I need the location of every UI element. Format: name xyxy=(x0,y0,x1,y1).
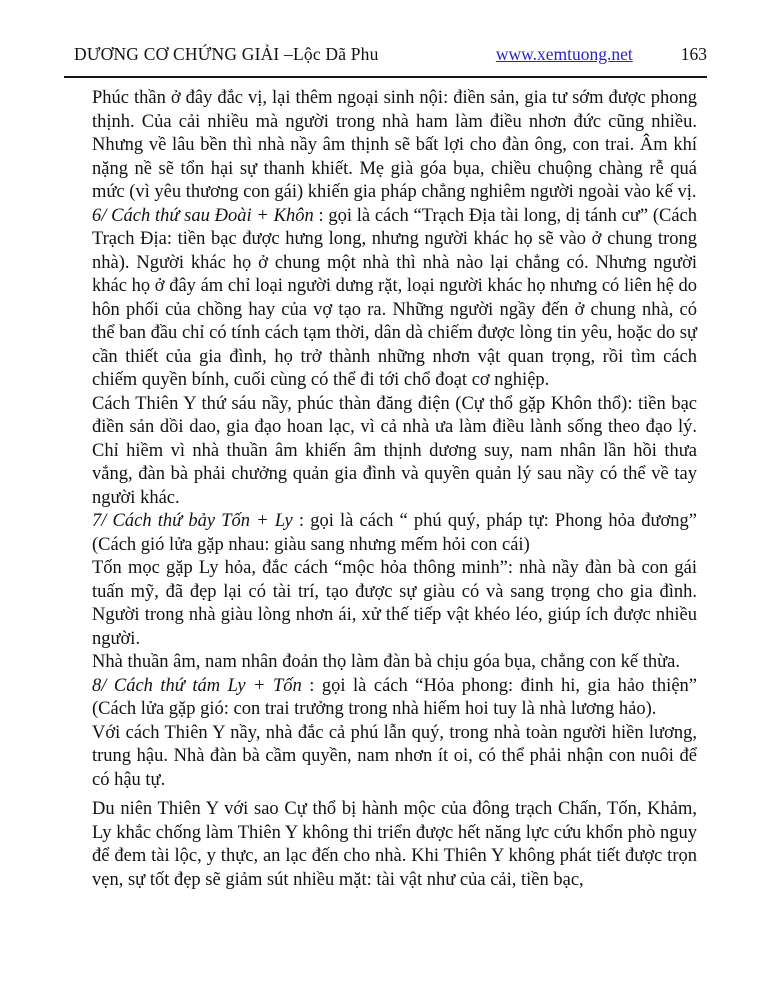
paragraph-text: Phúc thần ở đây đắc vị, lại thêm ngoại sinh nội: điền sản, gia tư sớm được phong thịnh. Của cải nhiều mà người trong nhà ham làm điều nhơn đức cũng nhiều. Nhưng về lâu bền thì nhà nầy âm thịnh sẽ bất lợi cho đàn ông, con trai. Âm khí nặng nề sẽ tổn hại sự thanh khiết. Mẹ già góa bụa, chiều chuộng chàng rễ quá mức (vì yêu thương con gái) khiến gia pháp chẳng nghiêm người ngoài vào kế vị. xyxy=(92,88,697,202)
paragraph-lead-italic: 6/ Cách thứ sau Đoài + Khôn xyxy=(92,205,314,226)
paragraph-text: : gọi là cách “ phú quý, pháp tự: Phong hỏa đương” (Cách gió lửa gặp nhau: giàu sang nhưng mếm hỏi con cái) xyxy=(92,511,698,555)
header-right-group xyxy=(496,44,707,65)
paragraph-text: Du niên Thiên Y với sao Cự thổ bị hành mộc của đông trạch Chấn, Tốn, Khảm, Ly khắc chống làm Thiên Y không thi triển được hết năng lực cứu khổn phò nguy để đem tài lộc, y thực, an lạc đến cho nhà. Khi Thiên Y không phát tiết được trọn vẹn, sự tốt đẹp sẽ giảm sút nhiều mặt: tài vật như của cải, tiền bạc, xyxy=(92,799,697,890)
paragraph-text: : gọi là cách “Hỏa phong: đinh hi, gia hảo thiện” (Cách lửa gặp gió: con trai trưởng trong nhà hiếm hoi tuy là nhà lương hảo). xyxy=(92,675,697,719)
book-title: DƯƠNG CƠ CHỨNG GIẢI –Lộc Dã Phu xyxy=(74,44,379,64)
page-header xyxy=(74,44,707,65)
paragraph-text: Với cách Thiên Y nầy, nhà đắc cả phú lẫn quý, trong nhà toàn người hiền lương, trung hậu. Nhà đàn bà cầm quyền, nam nhơn ít oi, có thể phải nhận con nuôi để có hậu tự. xyxy=(92,722,697,790)
paragraph-lead-italic: 7/ Cách thứ bảy Tốn + Ly xyxy=(92,511,293,531)
paragraph xyxy=(92,205,697,393)
paragraph xyxy=(92,675,697,722)
header-divider xyxy=(64,76,707,78)
paragraph xyxy=(92,722,697,793)
paragraph-lead-italic: 8/ Cách thứ tám Ly + Tốn xyxy=(92,675,302,696)
paragraph-text: Nhà thuần âm, nam nhân đoản thọ làm đàn bà chịu góa bụa, chẳng con kế thừa. xyxy=(92,652,680,672)
paragraph-text: Cách Thiên Y thứ sáu nầy, phúc thàn đăng điện (Cự thổ gặp Khôn thổ): tiền bạc điền sản dồi dao, gia đạo hoan lạc, vì cả nhà ưa làm điều lành sống theo đạo lý. Chỉ hiềm vì nhà thuần âm khiến âm thịnh dương suy, nam nhân lần hồi thưa vắng, đàn bà phải chưởng quản gia đình và quyền quản lý sau nầy có thể về tay người khác. xyxy=(92,393,697,508)
paragraph xyxy=(92,557,697,651)
paragraph xyxy=(92,87,697,205)
page-number: 163 xyxy=(680,44,707,64)
paragraph-text: Tốn mọc gặp Ly hỏa, đắc cách “mộc hỏa thông minh”: nhà nầy đàn bà con gái tuấn mỹ, đã đẹp lại có tài trí, tạo được sự giàu có và sang trọng cho gia đình. Người trong nhà giàu lòng nhơn ái, xử thế tiếp vật khéo léo, giúp ích được nhiều người. xyxy=(92,558,697,649)
page-body xyxy=(92,87,697,892)
website-link[interactable]: www.xemtuong.net xyxy=(495,44,633,64)
paragraph xyxy=(92,393,697,511)
paragraph xyxy=(92,510,697,557)
paragraph xyxy=(92,651,697,675)
paragraph xyxy=(92,798,697,892)
paragraph-text: : gọi là cách “Trạch Địa tài long, dị tánh cư” (Cách Trạch Địa: tiền bạc được hưng long, nhưng người khác họ sẽ vào ở chung trong nhà). Người khác họ ở chung một nhà thì nhà nào lại chẳng có. Nhưng người khác họ ở đây ám chỉ loại người dưng rặt, loại người khác họ nhưng có liên hệ do hôn phối của chồng hay của vợ tạo ra. Những người ngầy đến ở chung nhà, có thể ban đầu chỉ có tính cách tạm thời, dân dà chiếm được lòng tin yêu, hoặc do sự cần thiết của gia đình, họ trở thành những nhơn vật quan trọng, rồi tìm cách chiếm quyền bính, cuối cùng có thể đi tới chổ đoạt cơ nghiệp. xyxy=(92,205,697,390)
